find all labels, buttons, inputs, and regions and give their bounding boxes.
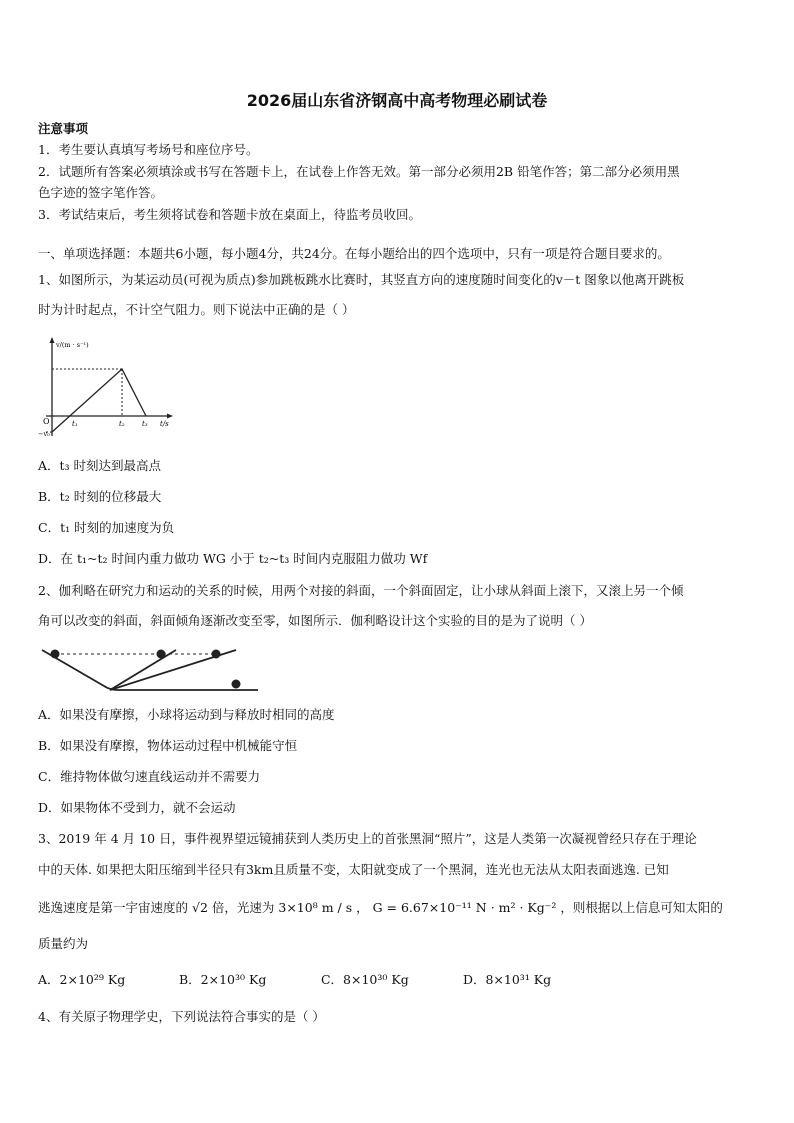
question-2-stem: 角可以改变的斜面，斜面倾角逐渐改变至零，如图所示．伽利略设计这个实验的目的是为了说明（ ） <box>38 613 592 628</box>
question-2-option-d: D．如果物体不受到力，就不会运动 <box>38 800 236 815</box>
sqrt-two: √2 <box>192 900 208 915</box>
question-3-stem: 中的天体. 如果把太阳压缩到半径只有3km且质量不变，太阳就变成了一个黑洞，连光也无法从太阳表面逃逸. 已知 <box>38 862 669 877</box>
question-1-option-a: A．t₃ 时刻达到最高点 <box>38 458 162 473</box>
question-3-option-b: B．2×10³⁰ Kg <box>178 972 267 987</box>
question-2-option-c: C．维持物体做匀速直线运动并不需要力 <box>38 769 261 784</box>
notice-item: 2．试题所有答案必须填涂或书写在答题卡上，在试卷上作答无效。第一部分必须用2B 铅笔作答；第二部分必须用黑 <box>38 164 680 179</box>
question-3-option-c: C．8×10³⁰ Kg <box>320 972 409 987</box>
question-3-options <box>38 972 758 988</box>
question-1-option-d: D．在 t₁~t₂ 时间内重力做功 WG 小于 t₂~t₃ 时间内克服阻力做功 Wf <box>38 551 428 566</box>
question-3-stem: 质量约为 <box>38 936 89 951</box>
question-3-stem-part: 倍，光速为 3×10⁸ m / s ， G = 6.67×10⁻¹¹ N · m² · Kg⁻² ，则根据以上信息可知太阳的 <box>211 900 723 915</box>
graph-xlabel: t/s <box>160 420 169 428</box>
notice-item: 3．考试结束后，考生须将试卷和答题卡放在桌面上，待监考员收回。 <box>38 207 421 222</box>
graph-t2: t₂ <box>119 420 125 428</box>
question-2-option-b: B．如果没有摩擦，物体运动过程中机械能守恒 <box>38 738 298 753</box>
question-2-stem: 2、伽利略在研究力和运动的关系的时候，用两个对接的斜面，一个斜面固定，让小球从斜面上滚下，又滚上另一个倾 <box>38 583 684 598</box>
graph-neg-v0: −v₀ <box>38 430 50 438</box>
question-3-stem-part: 逃逸速度是第一宇宙速度的 <box>38 900 189 915</box>
question-3-stem: 3、2019 年 4 月 10 日，事件视界望远镜捕获到人类历史上的首张黑洞“照片”，这是人类第一次凝视曾经只存在于理论 <box>38 831 697 846</box>
question-2-option-a: A．如果没有摩擦，小球将运动到与释放时相同的高度 <box>38 707 335 722</box>
question-3-stem <box>38 900 758 916</box>
question-1-stem: 时为计时起点，不计空气阻力。则下说法中正确的是（ ） <box>38 302 355 317</box>
velocity-time-graph <box>38 334 178 444</box>
question-1-stem: 1、如图所示，为某运动员(可视为质点)参加跳板跳水比赛时，其竖直方向的速度随时间变化的v－t 图象以他离开跳板 <box>38 272 685 287</box>
question-3-option-d: D．8×10³¹ Kg <box>462 972 552 987</box>
question-3-option-a: A．2×10²⁹ Kg <box>38 972 126 987</box>
inclined-plane-diagram <box>38 640 268 696</box>
notice-item: 1．考生要认真填写考场号和座位序号。 <box>38 142 259 157</box>
page-title: 2026届山东省济钢高中高考物理必刷试卷 <box>246 91 548 110</box>
notice-item: 色字迹的签字笔作答。 <box>38 185 164 200</box>
question-1-option-b: B．t₂ 时刻的位移最大 <box>38 489 162 504</box>
section-heading: 一、单项选择题：本题共6小题，每小题4分，共24分。在每小题给出的四个选项中，只有一项是符合题目要求的。 <box>38 246 670 261</box>
graph-origin: O <box>43 417 50 426</box>
question-1-option-c: C．t₁ 时刻的加速度为负 <box>38 520 175 535</box>
graph-t3: t₃ <box>142 420 148 428</box>
question-4-stem: 4、有关原子物理学史，下列说法符合事实的是（ ） <box>38 1009 325 1024</box>
graph-t1: t₁ <box>72 420 78 428</box>
notice-heading: 注意事项 <box>38 121 89 136</box>
graph-ylabel: v/(m · s⁻¹) <box>56 341 89 349</box>
